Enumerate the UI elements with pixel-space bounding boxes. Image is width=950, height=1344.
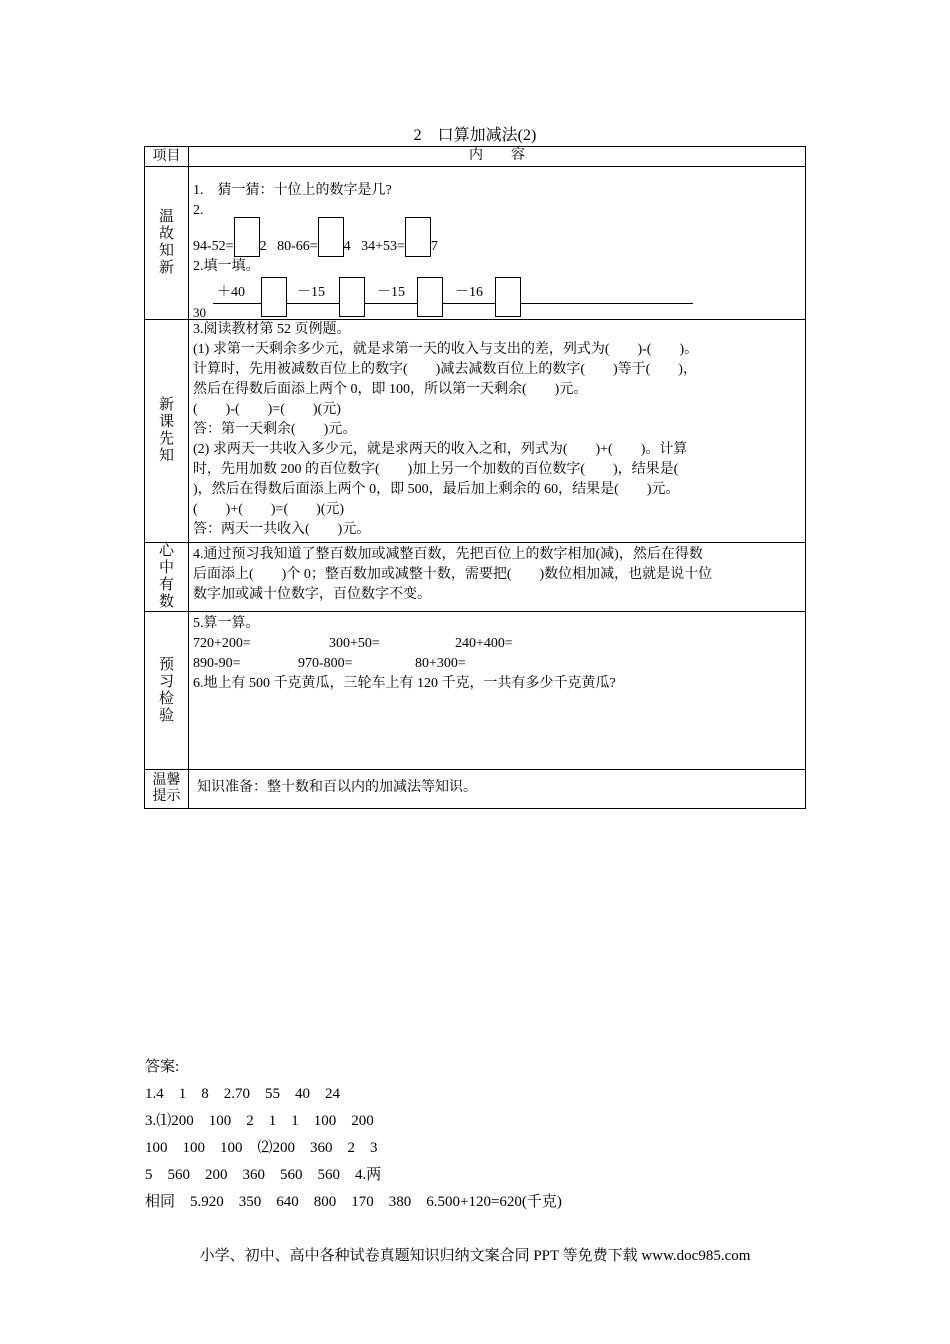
row-label: 新课先知 [145,320,189,543]
row-label: 心中有数 [145,543,189,612]
footer-text: 小学、初中、高中各种试卷真题知识归纳文案合同 PPT 等免费下载 www.doc985.com [199,1248,751,1264]
calc-row: 890-90= 970-800= 80+300= [193,656,466,671]
answer-line: 5 560 200 360 560 560 4.两 [145,1167,382,1183]
chain-box[interactable] [261,277,287,317]
row-content: 知识准备：整十数和百以内的加减法等知识。 [189,770,806,809]
text-line: 2.填一填。 [193,259,260,274]
number-chain: ＋40 30 －15 －15 －16 [193,277,801,317]
text-line: 1. 猜一猜：十位上的数字是几? [193,183,392,198]
chain-box[interactable] [495,277,521,317]
answer-line: 3.⑴200 100 2 1 1 100 200 [145,1113,374,1129]
answer-line: 1.4 1 8 2.70 55 40 24 [145,1086,341,1102]
row-content: 5.算一算。 720+200= 300+50= 240+400= 890-90= 970-800= 80+300= 6.地上有 500 千克黄瓜，三轮车上有 120 千克，一共有多少千克黄瓜? [189,612,806,770]
row-label: 温故知新 [145,167,189,320]
answer-box[interactable] [405,217,431,257]
text-line: 2. [193,203,204,218]
answers-heading: 答案: [145,1059,180,1075]
chain-box[interactable] [417,277,443,317]
row-content [189,167,806,320]
calc-row: 720+200= 300+50= 240+400= [193,636,513,651]
header-content: 内 容 [189,147,806,167]
answer-line: 相同 5.920 350 640 800 170 380 6.500+120=620(千克) [145,1194,562,1210]
equation-row: 94-52= 2 80-66= 4 34+53= 7 [193,217,801,257]
row-content: 4.通过预习我知道了整百数加或减整百数，先把百位上的数字相加(减)，然后在得数 后面添上( )个 0；整百数加或减整十数，需要把( )数位相加减，也就是说十位 数字加或减十位数字，百位数字不变。 [189,543,806,612]
row-label: 温馨提示 [145,770,189,809]
answer-box[interactable] [318,217,344,257]
header-item: 项目 [145,147,189,167]
chain-box[interactable] [339,277,365,317]
answer-line: 100 100 100 ⑵200 360 2 3 [145,1140,378,1156]
page-title: 2 口算加减法(2) [413,127,537,144]
row-label: 预习检验 [145,612,189,770]
lesson-table [144,146,806,809]
row-content: 3.阅读教材第 52 页例题。 (1) 求第一天剩余多少元，就是求第一天的收入与支出的差，列式为( )-( )。 计算时，先用被减数百位上的数字( )减去减数百位上的数字( )等于( )， 然后在得数后面添上两个 0，即 100，所以第一天剩余( )元。 ( )-( )=( )(元) 答：第一天剩余( )元。 (2) 求两天一共收入多少元，就是求两天的收入之和，列式为( )+( )。计算 时，先用加数 200 的百位数字( )加上另一个加数的百位数字( )，结果是( )，然后在得数后面添上两个 0，即 500，最后加上剩余的 60，结果是( )元。 ( )+( )=( )(元) 答：两天一共收入( )元。 [189,320,806,543]
answer-box[interactable] [234,217,260,257]
